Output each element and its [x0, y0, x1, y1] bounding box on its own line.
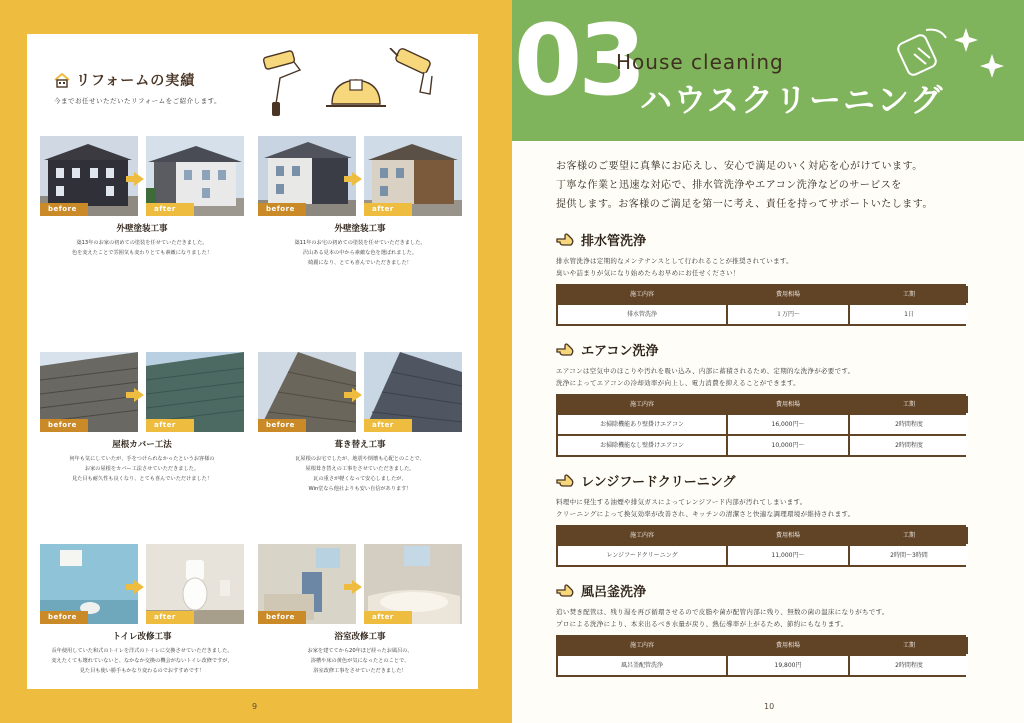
table-cell: 2時間程度: [850, 436, 968, 455]
work-card: [258, 136, 462, 268]
table-cell: 1日: [850, 305, 968, 324]
table-cell: お掃除機能なし壁掛けエアコン: [558, 436, 726, 455]
service-description: 排水管洗浄は定期的なメンテナンスとして行われることが推奨されています。 臭いや詰まりが気になり始めたらお早めにお任せください！: [556, 257, 793, 277]
table-cell: 排水管洗浄: [558, 305, 726, 324]
work-title: 外壁塗装工事: [334, 224, 386, 234]
arrow-right-icon: [352, 388, 362, 402]
table-header: 施工内容: [558, 527, 726, 544]
price-table: [556, 284, 966, 326]
tools-illustration: [260, 48, 450, 118]
intro-text: お客様のご要望に真摯にお応えし、安心で満足のいく対応を心がけています。 丁寧な作業と迅速な対応で、排水管洗浄やエアコン洗浄などのサービスを 提供します。お客様のご満足を第一に考え、責任を持ってサポートいたします。: [556, 161, 933, 210]
sparkle-icon: [954, 28, 1004, 78]
pointing-hand-icon: [556, 341, 575, 358]
before-photo: [258, 352, 356, 432]
after-label: after: [364, 203, 412, 216]
table-cell: 19,800円: [728, 656, 848, 675]
before-photo: [40, 352, 138, 432]
after-label: after: [364, 611, 412, 624]
section-title-en: House cleaning: [616, 50, 784, 74]
service-section: [556, 471, 972, 567]
price-table: [556, 635, 966, 677]
service-title: エアコン洗浄: [581, 344, 659, 359]
table-header: 費用相場: [728, 396, 848, 413]
right-page: [512, 0, 1024, 723]
table-header: 施工内容: [558, 637, 726, 654]
spray-cleaner-icon: [896, 30, 946, 77]
pointing-hand-icon: [556, 582, 575, 599]
price-table: [556, 525, 966, 567]
table-cell: お掃除機能あり壁掛けエアコン: [558, 415, 726, 434]
after-photo: [146, 136, 244, 216]
table-header: 費用相場: [728, 527, 848, 544]
before-photo: [258, 136, 356, 216]
table-header: 工期: [850, 527, 968, 544]
section-title-jp: ハウスクリーニング: [640, 81, 945, 119]
arrow-right-icon: [134, 388, 144, 402]
hard-hat-icon: [326, 80, 386, 106]
page-number: 10: [764, 702, 775, 711]
table-header: 工期: [850, 286, 968, 303]
section-number: 03: [514, 4, 643, 118]
work-description: 瓦屋根のお宅でしたが、地震や倒壊も心配とのことで、 屋根葺き替えの工事をさせていただきました。 瓦の重さが軽くなって安心しましたが、 Win堂なら他社よりも安い自信があります！: [295, 456, 425, 492]
service-title: レンジフードクリーニング: [581, 475, 736, 490]
work-title: トイレ改修工事: [112, 632, 172, 642]
table-header: 工期: [850, 396, 968, 413]
table-header: 費用相場: [728, 286, 848, 303]
service-section: [556, 581, 972, 677]
table-cell: 風呂釜配管洗浄: [558, 656, 726, 675]
work-card: [258, 352, 462, 494]
after-label: after: [146, 419, 194, 432]
work-title: 葺き替え工事: [334, 440, 386, 450]
table-cell: 10,000円〜: [728, 436, 848, 455]
work-title: 浴室改修工事: [334, 632, 386, 642]
service-title: 風呂釜洗浄: [581, 585, 647, 600]
after-label: after: [146, 203, 194, 216]
after-photo: [364, 136, 462, 216]
works-sheet: [27, 34, 478, 689]
after-photo: [146, 544, 244, 624]
work-description: 築11年のお宅の初めての塗装を任せていただきました。 沢山ある見本の中から素敵な色を選ばれました。 綺麗になり、とても喜んでいただきました！: [294, 240, 426, 266]
table-cell: レンジフードクリーニング: [558, 546, 726, 565]
table-header: 施工内容: [558, 286, 726, 303]
before-label: before: [40, 419, 88, 432]
after-photo: [364, 544, 462, 624]
work-card: [258, 544, 462, 676]
after-label: after: [146, 611, 194, 624]
service-title: 排水管洗浄: [581, 234, 647, 249]
arrow-right-icon: [134, 580, 144, 594]
service-description: エアコンは空気中のほこりや汚れを吸い込み、内部に蓄積されるため、定期的な洗浄が必要です。 洗浄によってエアコンの冷却効率が向上し、電力消費を抑えることができます。: [556, 367, 855, 387]
service-section: [556, 340, 972, 457]
before-label: before: [258, 203, 306, 216]
table-header: 費用相場: [728, 637, 848, 654]
table-cell: 2時間〜3時間: [850, 546, 968, 565]
before-photo: [258, 544, 356, 624]
work-description: お家を建ててから20年ほど経ったお風呂の、 浴槽や床の黄色が気になったとのことで、 浴室改修工事をさせていただきました！: [307, 648, 413, 674]
service-description: 料理中に発生する油煙や排気ガスによってレンジフード内部が汚れてしまいます。 クリーニングによって換気効率が改善され、キッチンの清潔さと快適な調理環境が維持されます。: [556, 498, 855, 518]
works-title: リフォームの実績: [76, 73, 196, 89]
after-photo: [146, 352, 244, 432]
service-description: 追い焚き配管は、残り湯を再び循環させるので皮脂や菌が配管内部に残り、無数の菌の温床になりがちです。 プロによる洗浄により、本来出るべき水量が戻り、熱伝導率が上がるため、節約にもなります。: [556, 608, 889, 628]
before-label: before: [258, 611, 306, 624]
after-label: after: [364, 419, 412, 432]
table-cell: 11,000円〜: [728, 546, 848, 565]
pointing-hand-icon: [556, 472, 575, 489]
pointing-hand-icon: [556, 231, 575, 248]
table-cell: 2時間程度: [850, 656, 968, 675]
arrow-right-icon: [134, 172, 144, 186]
work-card: [40, 352, 244, 484]
price-table: [556, 394, 966, 457]
arrow-right-icon: [352, 580, 362, 594]
section-banner: [512, 0, 1024, 141]
works-header: [54, 70, 221, 105]
work-description: 何年も気にしていたが、手をつけられなかったというお客様の お家の屋根をカバー工法させていただきました。 見た目も耐久性も良くなり、とても喜んでいただけました！: [69, 456, 215, 482]
work-description: 長年使用していた和式のトイレを洋式のトイレに交換させていただきました。 変えたくても壊れていないと、なかなか交換の機会がないトイレ改修ですが、 見た目も使い勝手もかなり変わるのでおすすめです！: [51, 648, 233, 674]
work-title: 屋根カバー工法: [112, 440, 172, 450]
before-photo: [40, 136, 138, 216]
table-cell: １万円〜: [728, 305, 848, 324]
paint-roller-icon: [263, 50, 300, 116]
work-description: 築13年のお家の初めての塗装を任せていただきました。 色を変えたことで雰囲気も変わりとても素敵になりました！: [71, 240, 213, 256]
page-number: 9: [252, 702, 258, 711]
before-label: before: [258, 419, 306, 432]
arrow-right-icon: [352, 172, 362, 186]
cleaning-illustration: [896, 24, 1014, 84]
table-cell: 2時間程度: [850, 415, 968, 434]
before-label: before: [40, 203, 88, 216]
work-title: 外壁塗装工事: [116, 224, 168, 234]
works-subtitle: 今までお任せいただいたリフォームをご紹介します。: [54, 97, 222, 105]
house-icon: [54, 73, 70, 88]
table-header: 工期: [850, 637, 968, 654]
after-photo: [364, 352, 462, 432]
drill-icon: [390, 48, 432, 94]
before-label: before: [40, 611, 88, 624]
table-header: 施工内容: [558, 396, 726, 413]
work-card: [40, 136, 244, 258]
table-cell: 16,000円〜: [728, 415, 848, 434]
before-photo: [40, 544, 138, 624]
service-section: [556, 230, 972, 326]
work-card: [40, 544, 244, 676]
